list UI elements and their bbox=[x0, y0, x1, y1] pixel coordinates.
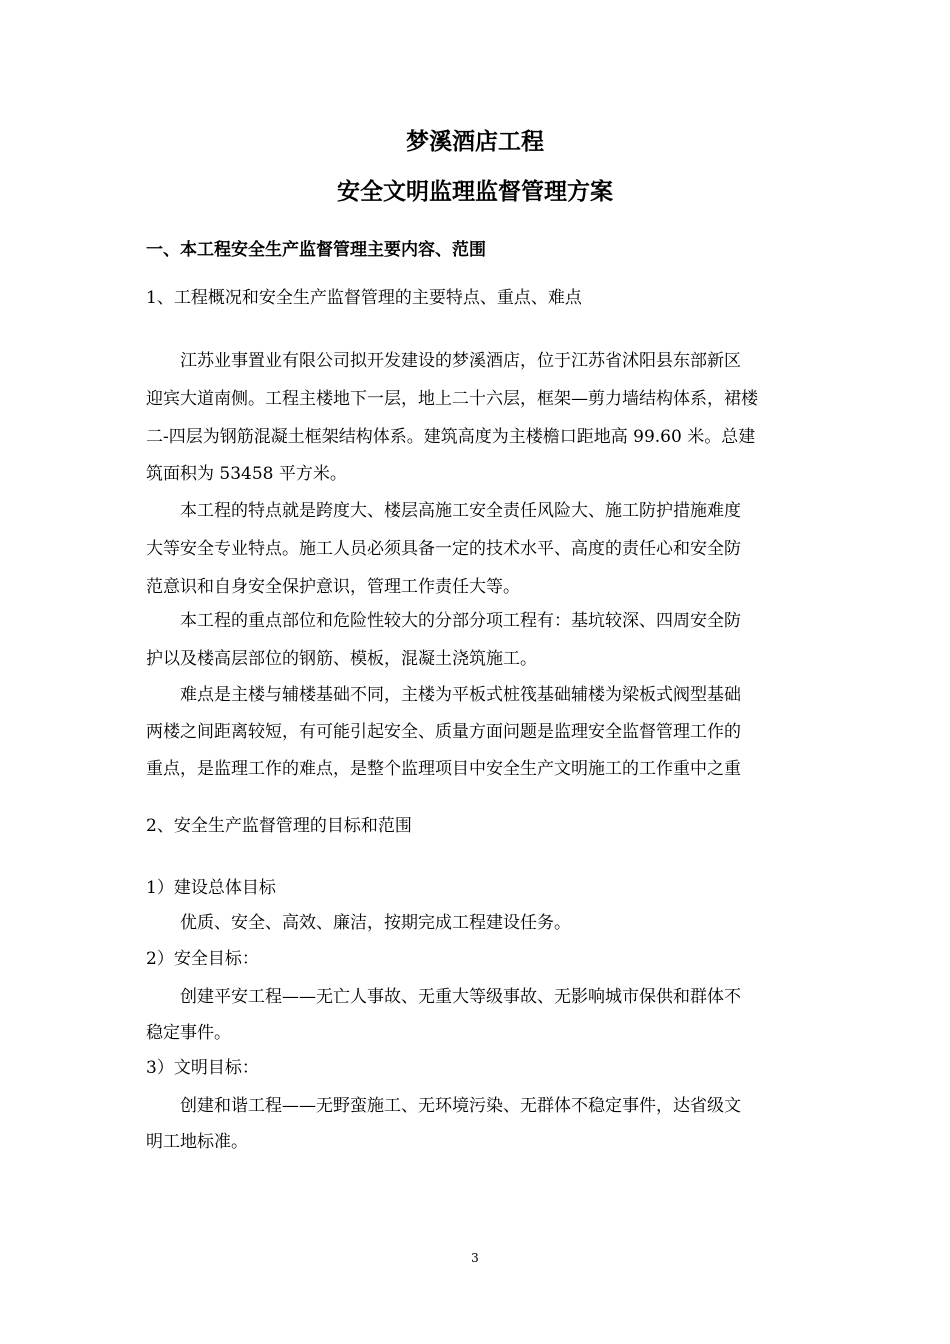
subsection-heading: 2、安全生产监督管理的目标和范围 bbox=[146, 816, 412, 836]
goal-text: 稳定事件。 bbox=[146, 1023, 231, 1043]
goal-label: 2）安全目标： bbox=[146, 949, 259, 969]
paragraph-line: 大等安全专业特点。施工人员必须具备一定的技术水平、高度的责任心和安全防 bbox=[146, 539, 741, 559]
goal-label: 3）文明目标： bbox=[146, 1058, 259, 1078]
document-title: 梦溪酒店工程 bbox=[406, 128, 544, 155]
paragraph-line: 迎宾大道南侧。工程主楼地下一层，地上二十六层，框架—剪力墙结构体系，裙楼 bbox=[146, 389, 758, 409]
section-heading: 一、本工程安全生产监督管理主要内容、范围 bbox=[146, 240, 486, 260]
paragraph-line: 两楼之间距离较短，有可能引起安全、质量方面问题是监理安全监督管理工作的 bbox=[146, 722, 741, 742]
paragraph-line: 范意识和自身安全保护意识，管理工作责任大等。 bbox=[146, 577, 520, 597]
goal-label: 1）建设总体目标 bbox=[146, 878, 276, 898]
paragraph-line: 本工程的重点部位和危险性较大的分部分项工程有：基坑较深、四周安全防 bbox=[180, 611, 741, 631]
page-number: 3 bbox=[471, 1251, 479, 1265]
goal-text: 明工地标准。 bbox=[146, 1132, 248, 1152]
paragraph-line: 本工程的特点就是跨度大、楼层高施工安全责任风险大、施工防护措施难度 bbox=[180, 501, 741, 521]
goal-text: 创建和谐工程——无野蛮施工、无环境污染、无群体不稳定事件，达省级文 bbox=[180, 1096, 741, 1116]
subsection-heading: 1、工程概况和安全生产监督管理的主要特点、重点、难点 bbox=[146, 288, 582, 308]
paragraph-line: 江苏业事置业有限公司拟开发建设的梦溪酒店，位于江苏省沭阳县东部新区 bbox=[180, 351, 741, 371]
goal-text: 创建平安工程——无亡人事故、无重大等级事故、无影响城市保供和群体不 bbox=[180, 987, 741, 1007]
paragraph-line: 二-四层为钢筋混凝土框架结构体系。建筑高度为主楼檐口距地高 99.60 米。总建 bbox=[146, 427, 756, 447]
paragraph-line: 重点，是监理工作的难点，是整个监理项目中安全生产文明施工的工作重中之重 bbox=[146, 759, 741, 779]
paragraph-line: 筑面积为 53458 平方米。 bbox=[146, 464, 347, 484]
paragraph-line: 护以及楼高层部位的钢筋、模板，混凝土浇筑施工。 bbox=[146, 649, 537, 669]
goal-text: 优质、安全、高效、廉洁，按期完成工程建设任务。 bbox=[180, 913, 571, 933]
paragraph-line: 难点是主楼与辅楼基础不同，主楼为平板式桩筏基础辅楼为梁板式阀型基础 bbox=[180, 685, 741, 705]
document-subtitle: 安全文明监理监督管理方案 bbox=[337, 178, 613, 205]
